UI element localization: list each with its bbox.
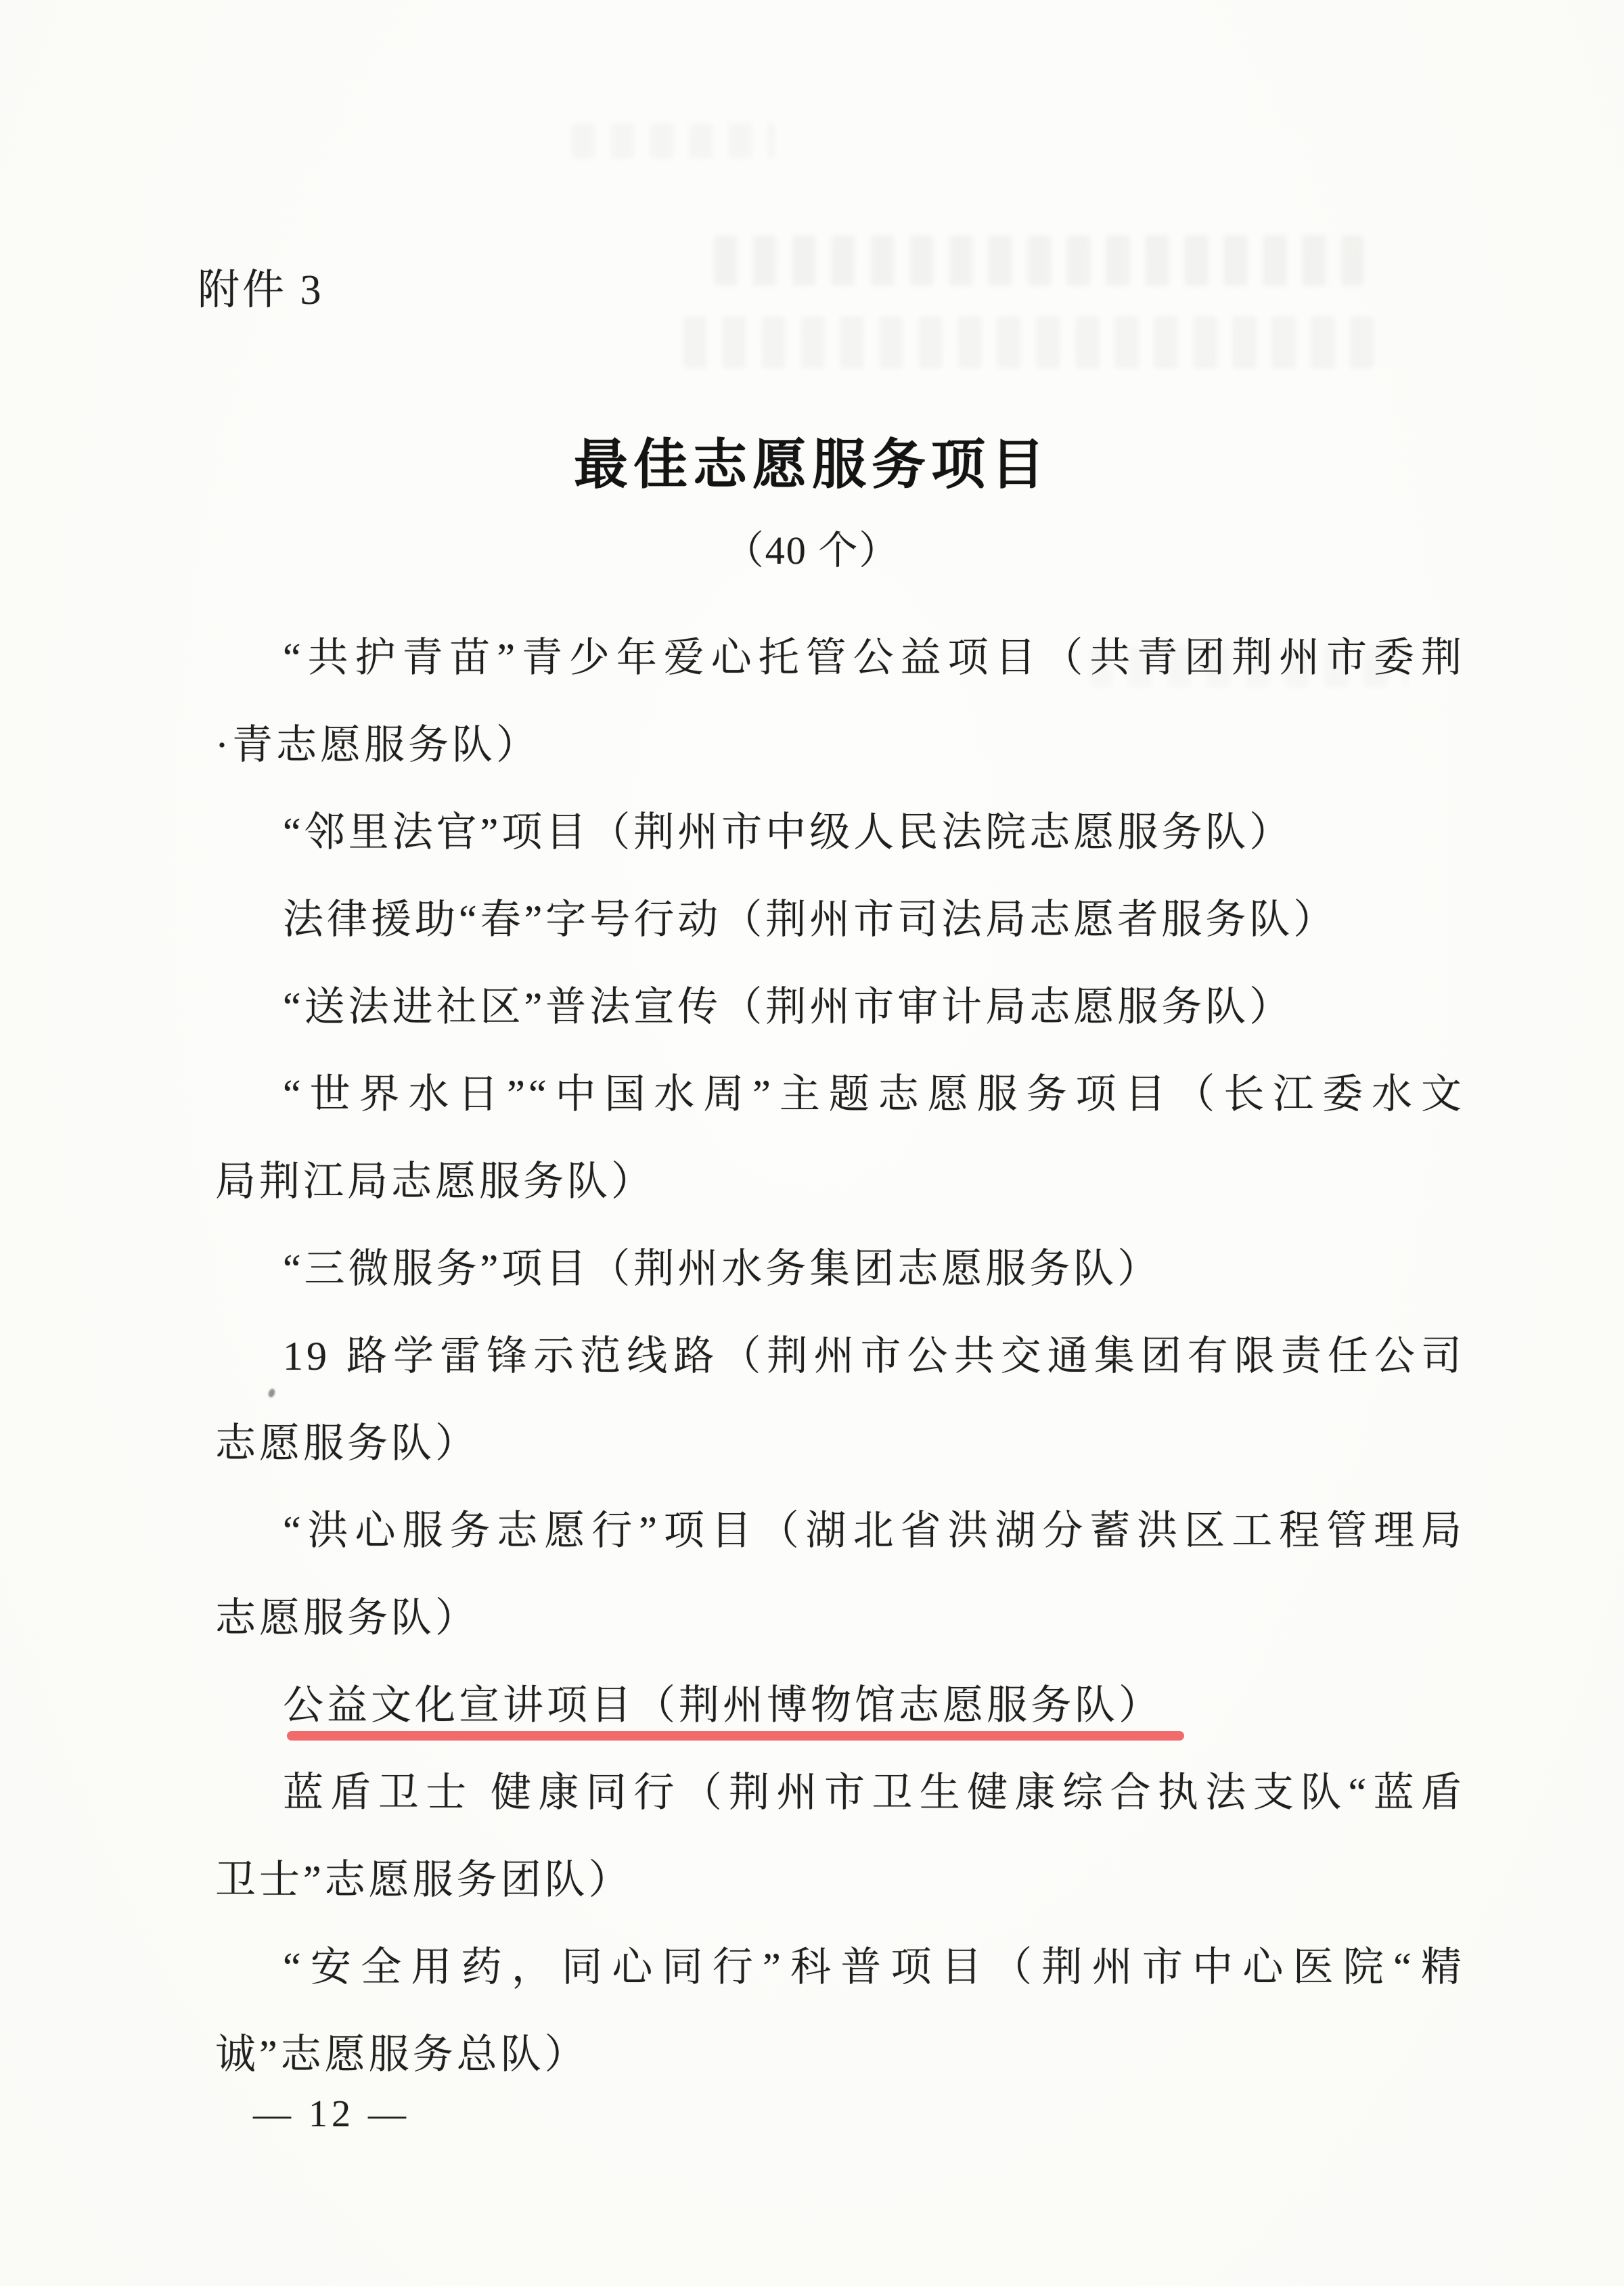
bleed-through-artifact bbox=[683, 317, 1374, 368]
document-subtitle: （40 个） bbox=[724, 529, 900, 573]
list-line: “三微服务”项目（荆州水务集团志愿服务队） bbox=[283, 1247, 1162, 1291]
attachment-label: 附件 3 bbox=[198, 267, 324, 313]
bleed-through-artifact bbox=[714, 236, 1363, 286]
list-line: “邻里法官”项目（荆州市中级人民法院志愿服务队） bbox=[283, 810, 1294, 855]
list-line: 卫士”志愿服务团队） bbox=[215, 1858, 633, 1902]
document-title: 最佳志愿服务项目 bbox=[574, 434, 1050, 495]
list-line: “洪心服务志愿行”项目（湖北省洪湖分蓄洪区工程管理局 bbox=[283, 1508, 1465, 1553]
list-line: “世界水日”“中国水周”主题志愿服务项目（长江委水文 bbox=[283, 1072, 1465, 1117]
list-line: 志愿服务队） bbox=[215, 1421, 479, 1466]
list-line: 诚”志愿服务总队） bbox=[215, 2032, 589, 2077]
red-underline-mark bbox=[287, 1731, 1184, 1741]
highlighted-line-text: 公益文化宣讲项目（荆州博物馆志愿服务队） bbox=[283, 1683, 1163, 1728]
list-line: 局荆江局志愿服务队） bbox=[215, 1159, 655, 1204]
list-line: 蓝盾卫士 健康同行（荆州市卫生健康综合执法支队“蓝盾 bbox=[283, 1770, 1465, 1815]
project-list bbox=[215, 614, 1465, 2099]
list-line: 法律援助“春”字号行动（荆州市司法局志愿者服务队） bbox=[283, 897, 1338, 942]
list-line: ·青志愿服务队） bbox=[215, 723, 540, 767]
list-line: 志愿服务队） bbox=[215, 1596, 479, 1640]
page-number: — 12 — bbox=[253, 2093, 410, 2135]
list-line: “送法进社区”普法宣传（荆州市审计局志愿服务队） bbox=[283, 985, 1294, 1029]
bleed-through-artifact bbox=[572, 123, 775, 158]
list-line: 19 路学雷锋示范线路（荆州市公共交通集团有限责任公司 bbox=[283, 1334, 1465, 1379]
list-line: “安全用药，同心同行”科普项目（荆州市中心医院“精 bbox=[283, 1945, 1465, 1990]
list-line-highlighted bbox=[215, 1662, 1465, 1749]
list-line: “共护青苗”青少年爱心托管公益项目（共青团荆州市委荆 bbox=[283, 635, 1465, 680]
